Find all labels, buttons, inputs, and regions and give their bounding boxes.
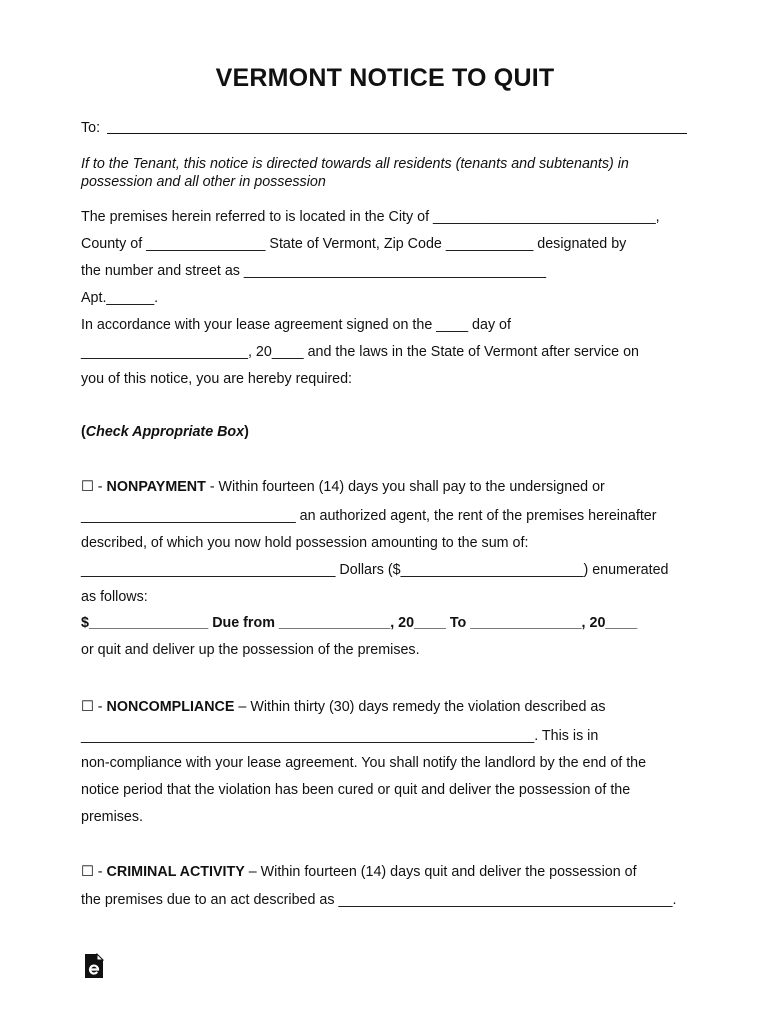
intro-text-line-2: possession and all other in possession xyxy=(81,174,326,190)
noncompliance-line-1 xyxy=(81,698,606,716)
noncompliance-dash: - xyxy=(93,699,107,715)
nonpayment-line-3: described, of which you now hold possession amounting to the sum of: xyxy=(81,535,529,551)
noncompliance-line-2: _________________________________________________________. This is in xyxy=(81,728,599,744)
premises-line-5: In accordance with your lease agreement signed on the ____ day of xyxy=(81,317,511,333)
premises-line-6: _____________________, 20____ and the laws in the State of Vermont after service on xyxy=(81,344,639,360)
check-box-label: Check Appropriate Box xyxy=(85,424,245,440)
noncompliance-heading: NONCOMPLIANCE xyxy=(106,699,235,715)
noncompliance-checkbox[interactable]: ☐ xyxy=(81,699,94,715)
nonpayment-heading: NONPAYMENT xyxy=(106,479,206,495)
premises-line-4: Apt.______. xyxy=(81,290,159,306)
criminal-line-2: the premises due to an act described as __________________________________________. xyxy=(81,892,677,908)
nonpayment-line-1 xyxy=(81,478,605,496)
noncompliance-line-4: notice period that the violation has been cured or quit and deliver the possession of the xyxy=(81,782,631,798)
page-title: VERMONT NOTICE TO QUIT xyxy=(215,64,555,92)
criminal-text: – Within fourteen (14) days quit and deliver the possession of xyxy=(244,864,637,880)
nonpayment-checkbox[interactable]: ☐ xyxy=(81,479,94,495)
criminal-line-1 xyxy=(81,863,637,881)
nonpayment-line-7: or quit and deliver up the possession of the premises. xyxy=(81,642,420,658)
premises-line-7: you of this notice, you are hereby required: xyxy=(81,371,353,387)
nonpayment-line-2: ___________________________ an authorized agent, the rent of the premises hereinafter xyxy=(81,508,657,524)
criminal-dash: - xyxy=(93,864,107,880)
nonpayment-line-4: ________________________________ Dollars ($_______________________) enumerated xyxy=(81,562,669,578)
to-label: To: xyxy=(81,120,101,136)
noncompliance-line-3: non-compliance with your lease agreement. You shall notify the landlord by the end of the xyxy=(81,755,647,771)
premises-line-1: The premises herein referred to is located in the City of ____________________________, xyxy=(81,209,660,225)
paren-close: ) xyxy=(244,424,249,440)
nonpayment-line-5: as follows: xyxy=(81,589,148,605)
intro-text-line-1: If to the Tenant, this notice is directed towards all residents (tenants and subtenants) in xyxy=(81,156,629,172)
to-field-line[interactable] xyxy=(107,133,687,134)
document-logo-icon xyxy=(83,953,105,979)
noncompliance-text: – Within thirty (30) days remedy the violation described as xyxy=(234,699,606,715)
nonpayment-text: - Within fourteen (14) days you shall pay to the undersigned or xyxy=(205,479,605,495)
nonpayment-line-6: $_______________ Due from ______________, 20____ To ______________, 20____ xyxy=(81,615,638,631)
check-box-instruction xyxy=(81,423,249,441)
criminal-checkbox[interactable]: ☐ xyxy=(81,864,94,880)
criminal-heading: CRIMINAL ACTIVITY xyxy=(106,864,245,880)
noncompliance-line-5: premises. xyxy=(81,809,143,825)
premises-line-2: County of _______________ State of Vermont, Zip Code ___________ designated by xyxy=(81,236,627,252)
paren-open: ( xyxy=(81,424,86,440)
nonpayment-dash: - xyxy=(93,479,107,495)
premises-line-3: the number and street as ______________________________________ xyxy=(81,263,547,279)
